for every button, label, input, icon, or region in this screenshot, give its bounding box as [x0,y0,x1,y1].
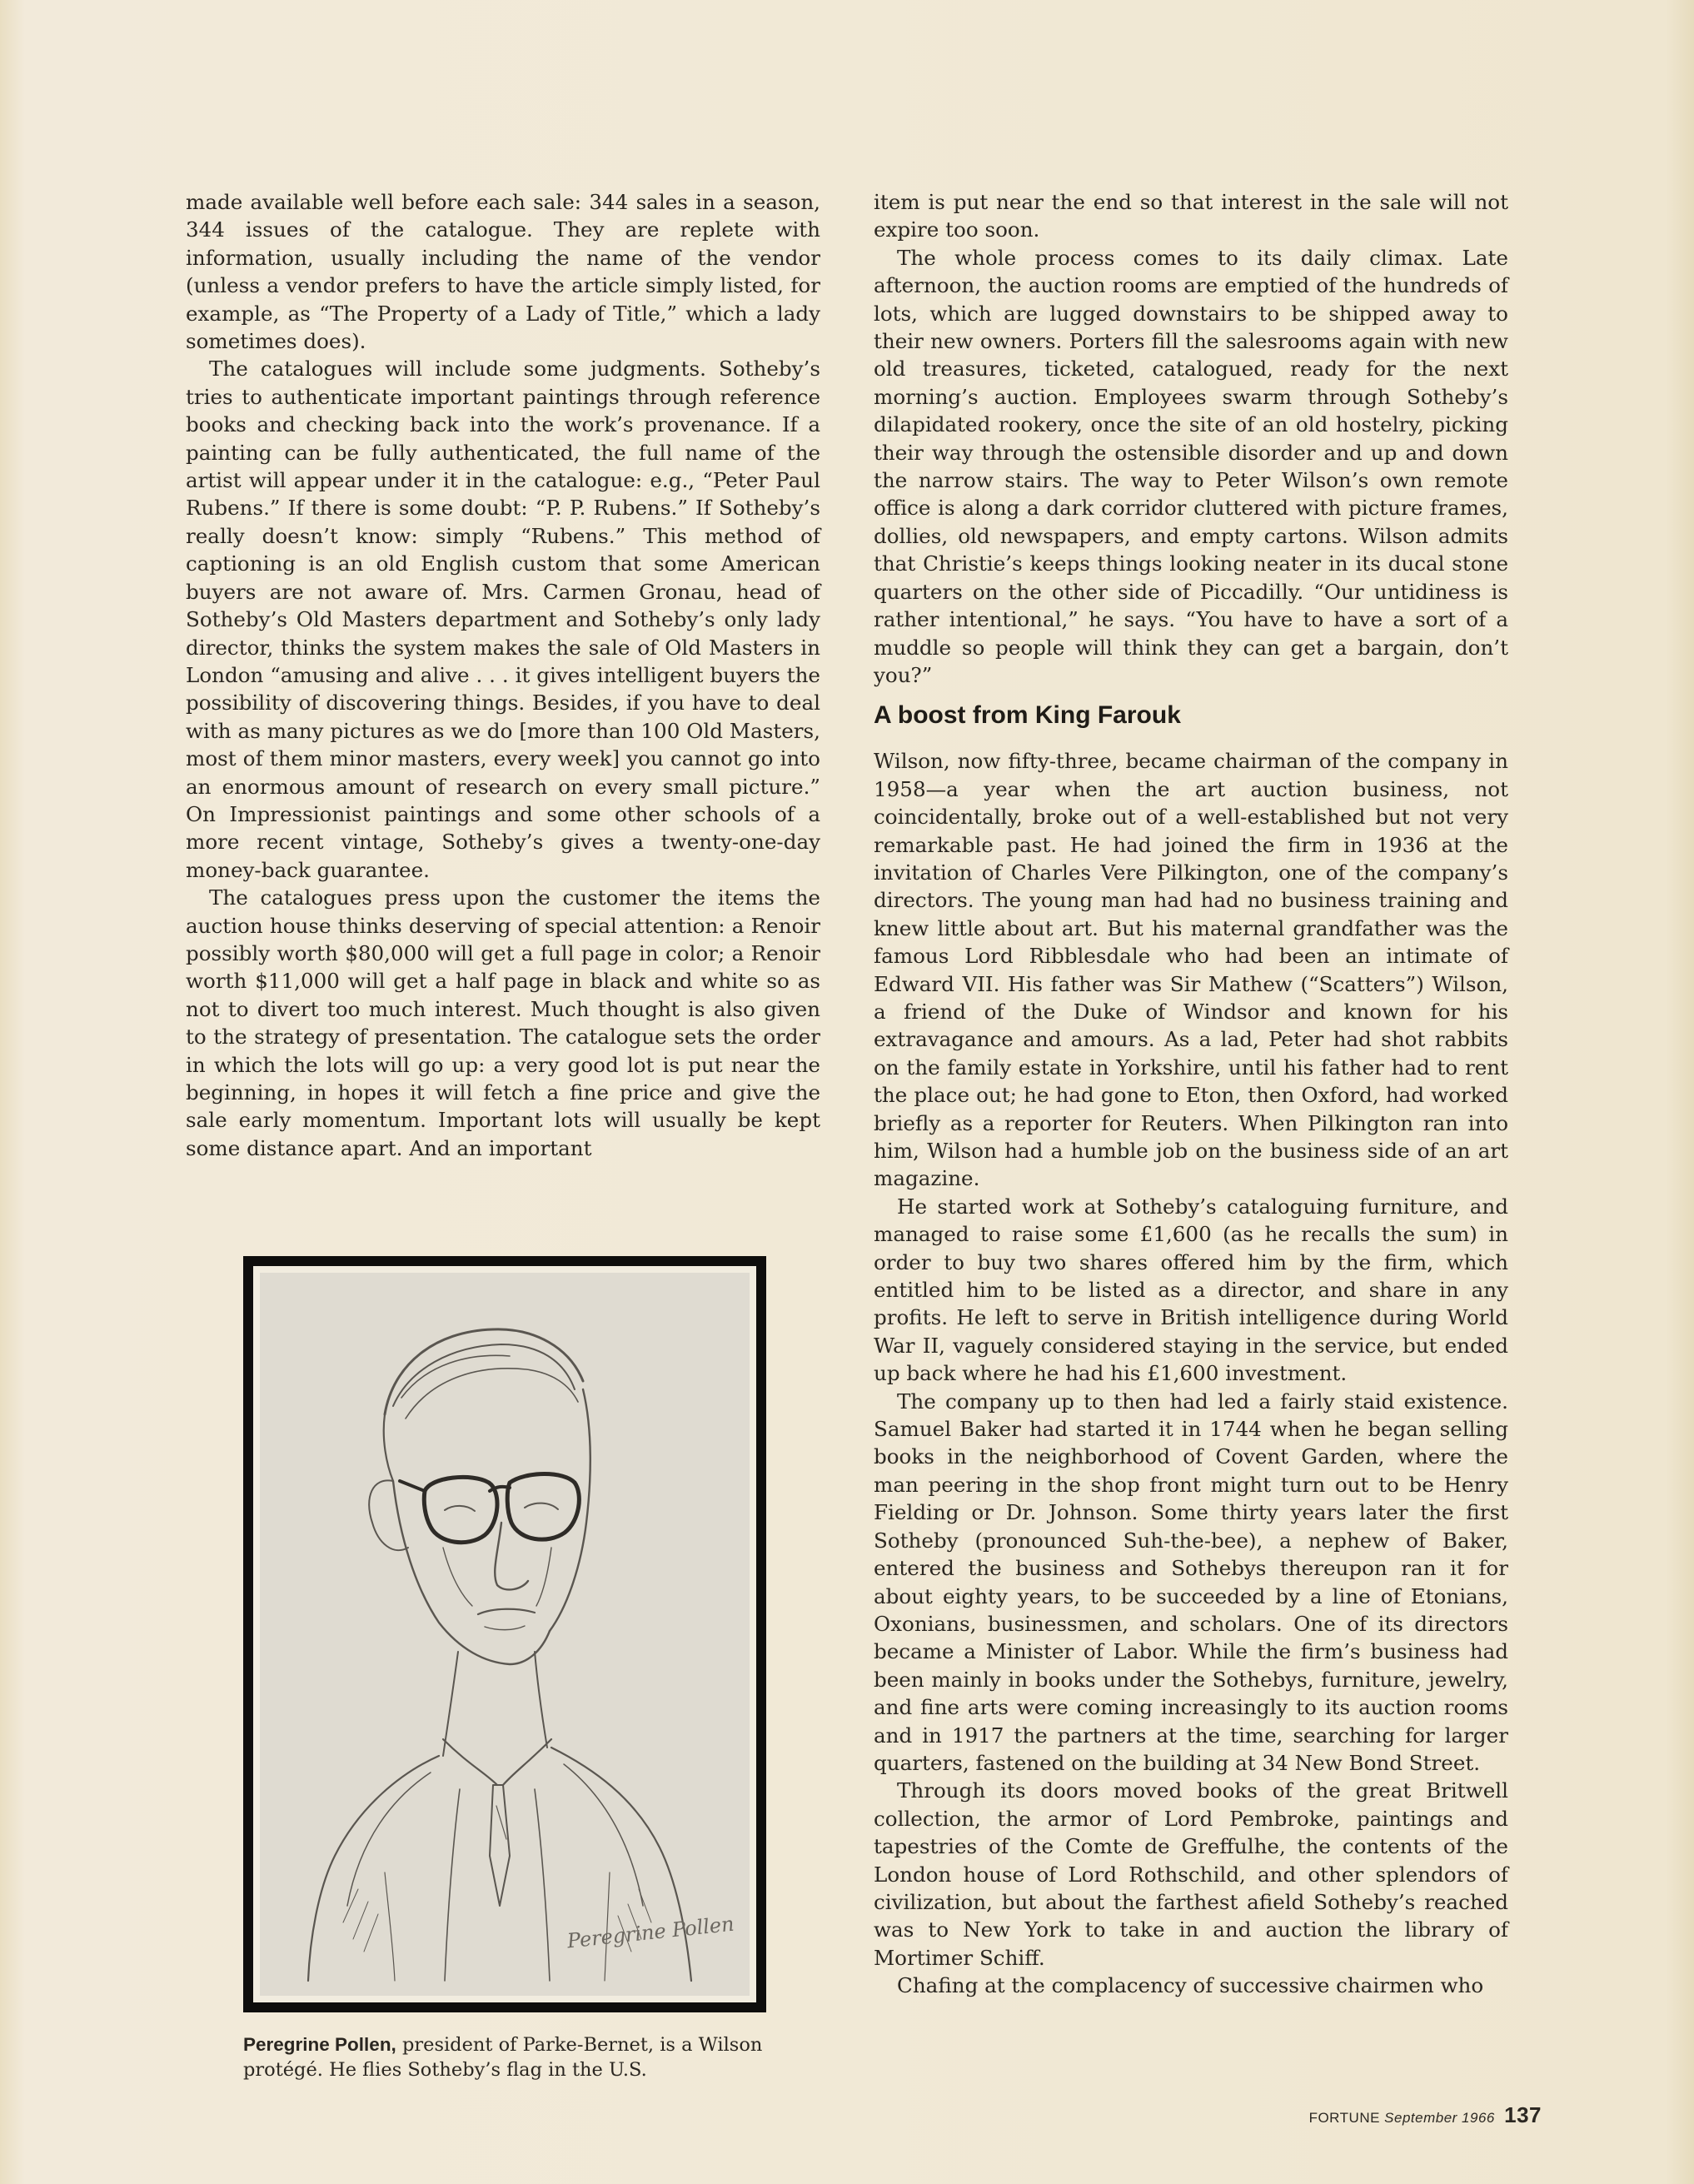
paragraph: Chafing at the complacency of successive chairmen who [897,1973,1484,1998]
paragraph: The catalogues press upon the customer the items the auction house thinks deserving of special attention: a Renoir possibly worth $80,000 will get a full page in color; a Renoir worth $11,000 will get a half page in black and white so as not to divert too much interest. Much thought is also given to the strategy of presentation. The catalogue sets the order in which the lots will go up: a very good lot is put near the beginning, in hopes it will fetch a fine price and give the sale early momentum. Important lots will usually be kept some distance apart. And an important [186,885,820,1160]
portrait-figure [243,1256,766,2012]
paragraph: item is put near the end so that interest in the sale will not expire too soon. [874,190,1508,242]
paragraph: The catalogues will include some judgments. Sotheby’s tries to authenticate important paintings through reference books and checking back into the work’s provenance. If a painting can be fully authenticated, the full name of the artist will appear under it in the catalogue: e.g., “Peter Paul Rubens.” If there is some doubt: “P. P. Rubens.” If Sotheby’s really doesn’t know: simply “Rubens.” This method of captioning is an old English custom that some American buyers are not aware of. Mrs. Carmen Gronau, head of Sotheby’s Old Masters department and Sotheby’s only lady director, thinks the system makes the sale of Old Masters in London “amusing and alive . . . it gives intelligent buyers the possibility of discovering things. Besides, if you have to deal with as many pictures as we do [more than 100 Old Masters, most of them minor masters, every week] you cannot go into an enormous amount of research on every small picture.” On Impressionist paintings and some other schools of a more recent vintage, Sotheby’s gives a twenty-one-day money-back guarantee. [186,357,820,882]
left-column [186,188,820,1162]
paragraph: Through its doors moved books of the great Britwell collection, the armor of Lord Pembroke, paintings and tapestries of the Comte de Greffulhe, the contents of the London house of Lord Rothschild, and other splendors of civilization, but about the farthest afield Sotheby’s reached was to New York to take in and auction the library of Mortimer Schiff. [874,1778,1508,1970]
paragraph: Wilson, now fifty-three, became chairman of the company in 1958—a year when the art auction business, not coincidentally, broke out of a well-established but not very remarkable past. He had joined the firm in 1936 at the invitation of Charles Vere Pilkington, one of the company’s directors. The young man had had no business training and knew little about art. But his maternal grandfather was the famous Lord Ribblesdale who had been an intimate of Edward VII. His father was Sir Mathew (“Scatters”) Wilson, a friend of the Duke of Windsor and known for his extravagance and amours. As a lad, Peter had shot rabbits on the family estate in Yorkshire, until his father had to rent the place out; he had gone to Eton, then Oxford, had worked briefly as a reporter for Reuters. When Pilkington ran into him, Wilson had a humble job on the business side of an art magazine. [874,749,1508,1191]
paragraph: The whole process comes to its daily climax. Late afternoon, the auction rooms are emptied of the hundreds of lots, which are lugged downstairs to be shipped away to their new owners. Porters fill the salesrooms again with new old treasures, ticketed, catalogued, ready for the next morning’s auction. Employees swarm through Sotheby’s dilapidated rookery, once the site of an old hostelry, picking their way through the ostensible disorder and up and down the narrow stairs. The way to Peter Wilson’s own remote office is along a dark corridor cluttered with picture frames, dollies, old newspapers, and empty cartons. Wilson admits that Christie’s keeps things looking neater in its ducal stone quarters on the other side of Piccadilly. “Our untidiness is rather intentional,” he says. “You have to have a sort of a muddle so people will think they can get a bargain, don’t you?” [874,245,1508,687]
caption-text: president of Parke-Bernet, is a Wilson protégé. He flies Sotheby’s flag in the U.S. [243,2034,763,2081]
paragraph: made available well before each sale: 344 sales in a season, 344 issues of the catalogue. They are replete with information, usually including the name of the vendor (unless a vendor prefers to have the article simply listed, for example, as “The Property of a Lady of Title,” which a lady sometimes does). [186,190,820,354]
right-column [874,188,1508,2000]
portrait-sketch [253,1266,756,2002]
paragraph: He started work at Sotheby’s cataloguing furniture, and managed to raise some £1,600 (as he recalls the sum) in order to buy two shares offered him by the firm, which entitled him to be listed as a director, and share in any profits. He left to serve in British intelligence during World War II, vaguely considered staying in the service, but ended up back where he had his £1,600 investment. [874,1194,1508,1386]
figure-caption [243,2032,776,2082]
caption-name: Peregrine Pollen, [243,2034,396,2055]
page-number: 137 [1504,2102,1542,2127]
footer-date: September 1966 [1384,2110,1495,2126]
page-footer [1309,2102,1542,2128]
artist-signature: Peregrine Pollen [565,1912,735,1953]
footer-magazine: FORTUNE [1308,2110,1380,2126]
portrait-sketch-drawing [260,1273,750,1996]
section-subhead: A boost from King Farouk [874,701,1181,730]
paragraph: The company up to then had led a fairly staid existence. Samuel Baker had started it in 1744 when he began selling books in the neighborhood of Covent Garden, where the man peering in the shop front might turn out to be Henry Fielding or Dr. Johnson. Some thirty years later the first Sotheby (pronounced Suh-the-bee), a nephew of Baker, entered the business and Sothebys thereupon ran it for about eighty years, to be succeeded by a line of Etonians, Oxonians, businessmen, and scholars. One of its directors became a Minister of Labor. While the firm’s business had been mainly in books under the Sothebys, furniture, jewelry, and fine arts were coming increasingly to its auction rooms and in 1917 the partners at the time, searching for larger quarters, fastened on the building at 34 New Bond Street. [874,1389,1508,1775]
